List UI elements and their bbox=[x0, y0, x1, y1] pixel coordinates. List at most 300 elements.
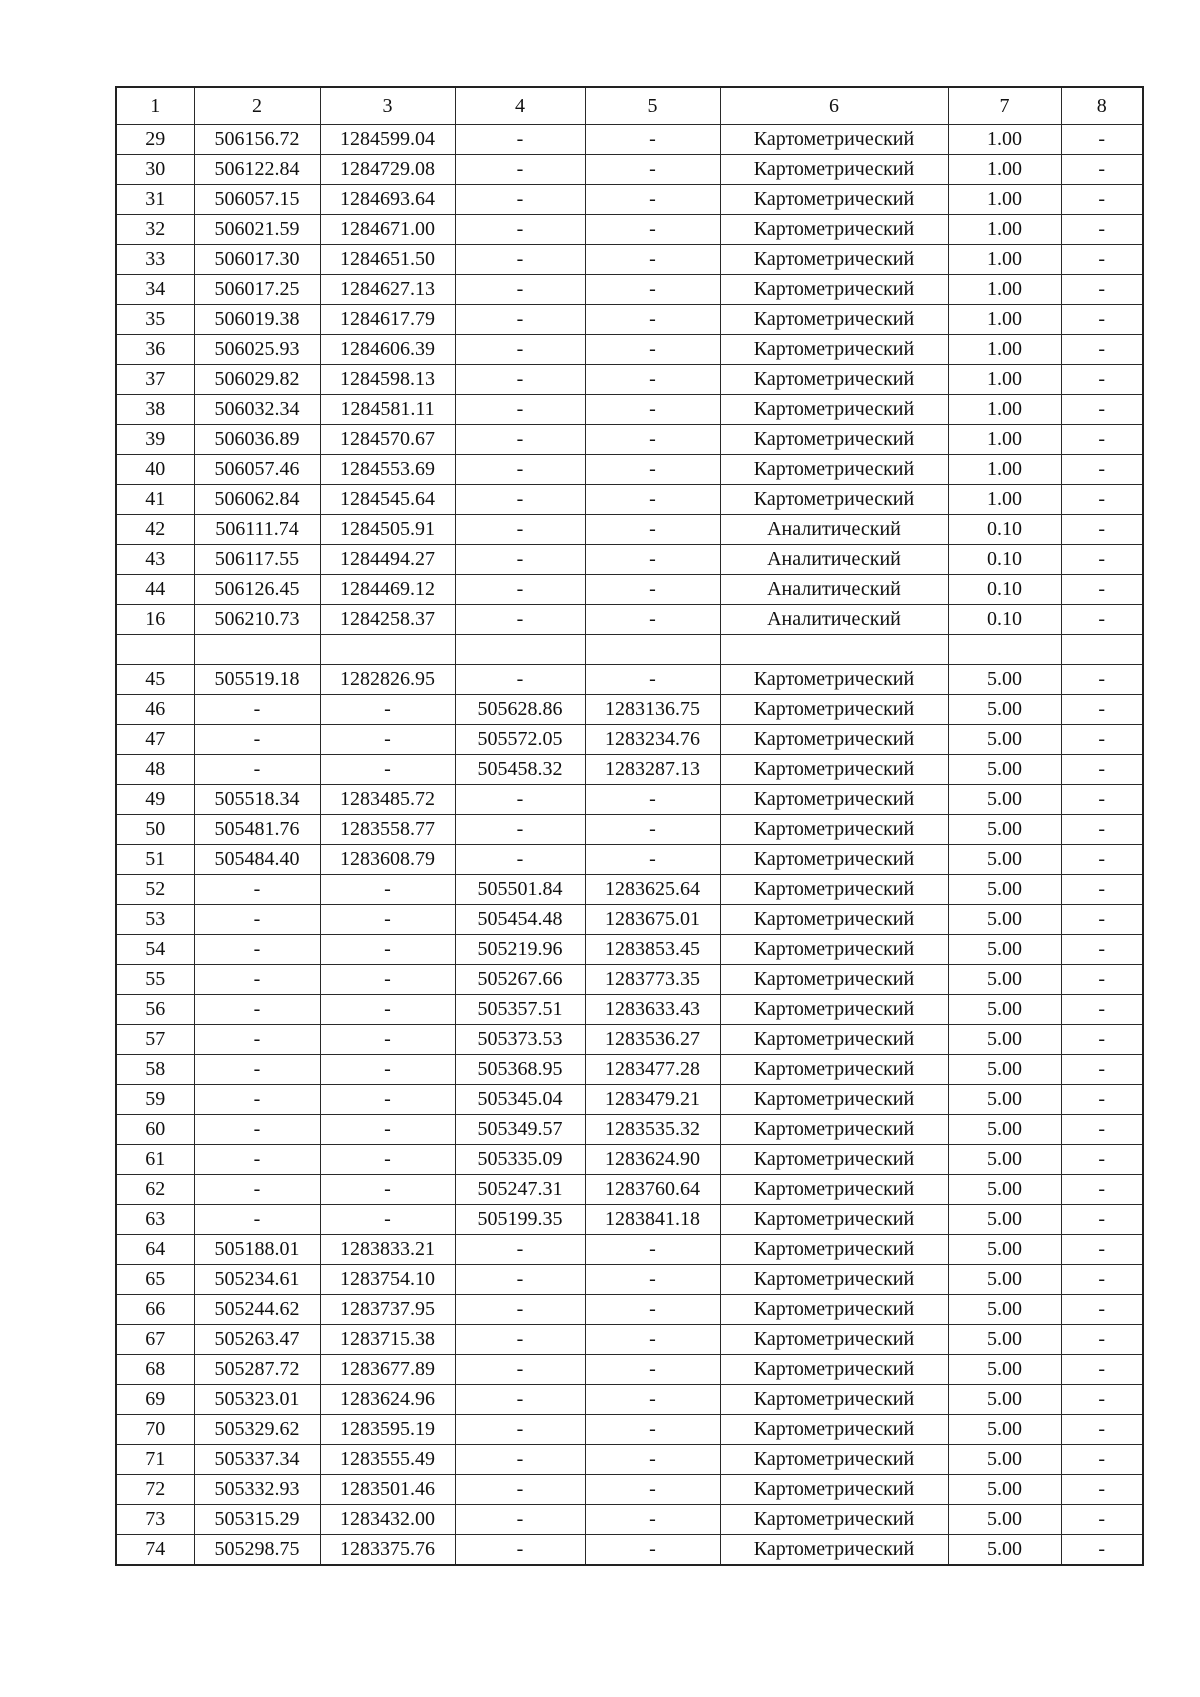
table-cell: - bbox=[320, 1205, 455, 1235]
table-cell: - bbox=[1061, 1445, 1143, 1475]
table-cell: 1283760.64 bbox=[585, 1175, 720, 1205]
table-cell: 1283624.90 bbox=[585, 1145, 720, 1175]
table-cell: - bbox=[194, 875, 320, 905]
table-cell: 29 bbox=[116, 125, 194, 155]
table-row bbox=[116, 845, 1143, 875]
table-cell: Картометрический bbox=[720, 815, 948, 845]
table-cell: 505199.35 bbox=[455, 1205, 585, 1235]
table-row bbox=[116, 1505, 1143, 1535]
table-cell: 505349.57 bbox=[455, 1115, 585, 1145]
table-cell: 1283477.28 bbox=[585, 1055, 720, 1085]
table-cell: 37 bbox=[116, 365, 194, 395]
table-cell: 1283715.38 bbox=[320, 1325, 455, 1355]
table-cell: 1284617.79 bbox=[320, 305, 455, 335]
table-row bbox=[116, 605, 1143, 635]
table-cell: 1284729.08 bbox=[320, 155, 455, 185]
table-cell: - bbox=[455, 365, 585, 395]
table-cell: - bbox=[1061, 125, 1143, 155]
table-cell: 505368.95 bbox=[455, 1055, 585, 1085]
table-cell: 505287.72 bbox=[194, 1355, 320, 1385]
table-cell: Картометрический bbox=[720, 1205, 948, 1235]
table-cell: - bbox=[320, 725, 455, 755]
table-cell: 505572.05 bbox=[455, 725, 585, 755]
table-cell: - bbox=[585, 275, 720, 305]
table-row bbox=[116, 965, 1143, 995]
table-cell: - bbox=[585, 125, 720, 155]
table-cell: 34 bbox=[116, 275, 194, 305]
table-cell: - bbox=[585, 185, 720, 215]
table-cell: 1.00 bbox=[948, 215, 1061, 245]
table-cell: - bbox=[455, 1235, 585, 1265]
table-row bbox=[116, 1055, 1143, 1085]
table-cell: 5.00 bbox=[948, 785, 1061, 815]
table-cell: 1283853.45 bbox=[585, 935, 720, 965]
table-cell: - bbox=[455, 1295, 585, 1325]
table-cell: 39 bbox=[116, 425, 194, 455]
header-cell: 7 bbox=[948, 87, 1061, 125]
table-cell: - bbox=[455, 155, 585, 185]
table-cell: Картометрический bbox=[720, 1445, 948, 1475]
table-cell: 1283625.64 bbox=[585, 875, 720, 905]
table-cell: - bbox=[1061, 1145, 1143, 1175]
table-cell: Картометрический bbox=[720, 425, 948, 455]
table-cell bbox=[116, 635, 194, 665]
table-cell: - bbox=[455, 785, 585, 815]
table-cell: 505234.61 bbox=[194, 1265, 320, 1295]
table-cell: Картометрический bbox=[720, 995, 948, 1025]
table-cell: 51 bbox=[116, 845, 194, 875]
table-cell: 1284627.13 bbox=[320, 275, 455, 305]
table-cell: Картометрический bbox=[720, 155, 948, 185]
table-cell: - bbox=[320, 1025, 455, 1055]
table-cell: - bbox=[585, 605, 720, 635]
table-cell: 40 bbox=[116, 455, 194, 485]
table-cell: 30 bbox=[116, 155, 194, 185]
table-cell bbox=[455, 635, 585, 665]
table-cell: 506117.55 bbox=[194, 545, 320, 575]
table-cell: 5.00 bbox=[948, 1535, 1061, 1566]
table-cell: 5.00 bbox=[948, 725, 1061, 755]
table-cell: 5.00 bbox=[948, 755, 1061, 785]
table-cell: - bbox=[320, 965, 455, 995]
table-row bbox=[116, 1115, 1143, 1145]
table-row bbox=[116, 725, 1143, 755]
table-cell: - bbox=[585, 785, 720, 815]
table-cell: 505315.29 bbox=[194, 1505, 320, 1535]
table-cell: 506036.89 bbox=[194, 425, 320, 455]
table-cell: 5.00 bbox=[948, 845, 1061, 875]
table-cell: 506156.72 bbox=[194, 125, 320, 155]
table-cell: 5.00 bbox=[948, 1115, 1061, 1145]
table-cell: 506017.25 bbox=[194, 275, 320, 305]
table-cell: 35 bbox=[116, 305, 194, 335]
table-cell: Картометрический bbox=[720, 305, 948, 335]
table-cell: 506057.15 bbox=[194, 185, 320, 215]
table-cell: - bbox=[194, 1115, 320, 1145]
table-cell: - bbox=[1061, 545, 1143, 575]
table-cell: - bbox=[1061, 245, 1143, 275]
table-row bbox=[116, 395, 1143, 425]
table-cell: 506057.46 bbox=[194, 455, 320, 485]
table-cell: - bbox=[585, 1505, 720, 1535]
table-row bbox=[116, 455, 1143, 485]
table-row bbox=[116, 485, 1143, 515]
table-cell: 1.00 bbox=[948, 125, 1061, 155]
table-cell: 5.00 bbox=[948, 815, 1061, 845]
table-cell: - bbox=[1061, 935, 1143, 965]
table-cell: 72 bbox=[116, 1475, 194, 1505]
table-cell: - bbox=[1061, 335, 1143, 365]
table-cell: 506017.30 bbox=[194, 245, 320, 275]
table-cell: 54 bbox=[116, 935, 194, 965]
table-cell: 5.00 bbox=[948, 1475, 1061, 1505]
table-cell: - bbox=[1061, 1535, 1143, 1566]
table-cell: 1.00 bbox=[948, 365, 1061, 395]
table-cell: 5.00 bbox=[948, 1355, 1061, 1385]
table-cell: - bbox=[585, 1265, 720, 1295]
table-cell bbox=[948, 635, 1061, 665]
table-cell: - bbox=[194, 965, 320, 995]
table-cell: Аналитический bbox=[720, 515, 948, 545]
table-cell: - bbox=[1061, 305, 1143, 335]
table-cell: - bbox=[455, 1385, 585, 1415]
table-cell: - bbox=[1061, 1325, 1143, 1355]
table-cell: 506210.73 bbox=[194, 605, 320, 635]
header-cell: 4 bbox=[455, 87, 585, 125]
table-cell: Картометрический bbox=[720, 335, 948, 365]
table-cell: - bbox=[585, 305, 720, 335]
table-cell: - bbox=[585, 1235, 720, 1265]
table-cell: 48 bbox=[116, 755, 194, 785]
table-cell: 1284570.67 bbox=[320, 425, 455, 455]
table-cell: 36 bbox=[116, 335, 194, 365]
table-cell: 1283375.76 bbox=[320, 1535, 455, 1566]
table-cell: 1.00 bbox=[948, 395, 1061, 425]
table-cell: - bbox=[1061, 755, 1143, 785]
table-cell: - bbox=[585, 1385, 720, 1415]
table-cell: Картометрический bbox=[720, 755, 948, 785]
table-cell: - bbox=[455, 485, 585, 515]
table-cell bbox=[320, 635, 455, 665]
table-row bbox=[116, 635, 1143, 665]
table-cell: 56 bbox=[116, 995, 194, 1025]
table-cell: 506025.93 bbox=[194, 335, 320, 365]
table-cell: - bbox=[455, 1265, 585, 1295]
table-cell: Аналитический bbox=[720, 605, 948, 635]
table-cell: 38 bbox=[116, 395, 194, 425]
table-cell: 45 bbox=[116, 665, 194, 695]
table-cell bbox=[1061, 635, 1143, 665]
table-cell: - bbox=[1061, 665, 1143, 695]
table-cell: 506111.74 bbox=[194, 515, 320, 545]
table-cell: - bbox=[194, 725, 320, 755]
table-cell: - bbox=[320, 935, 455, 965]
table-cell: 1283234.76 bbox=[585, 725, 720, 755]
table-row bbox=[116, 545, 1143, 575]
table-cell: - bbox=[1061, 485, 1143, 515]
table-cell: 506126.45 bbox=[194, 575, 320, 605]
table-row bbox=[116, 875, 1143, 905]
table-cell: - bbox=[194, 1175, 320, 1205]
table-cell: 67 bbox=[116, 1325, 194, 1355]
table-cell: - bbox=[1061, 515, 1143, 545]
table-cell: 5.00 bbox=[948, 935, 1061, 965]
table-cell: Картометрический bbox=[720, 1505, 948, 1535]
table-cell: 505323.01 bbox=[194, 1385, 320, 1415]
table-cell: - bbox=[1061, 845, 1143, 875]
table-cell: - bbox=[1061, 1415, 1143, 1445]
table-cell: Картометрический bbox=[720, 1385, 948, 1415]
table-cell: Картометрический bbox=[720, 725, 948, 755]
table-cell: 1.00 bbox=[948, 335, 1061, 365]
header-cell: 5 bbox=[585, 87, 720, 125]
table-cell: - bbox=[585, 155, 720, 185]
table-cell: - bbox=[455, 1505, 585, 1535]
table-cell: 71 bbox=[116, 1445, 194, 1475]
table-cell: 5.00 bbox=[948, 1445, 1061, 1475]
table-cell: - bbox=[320, 905, 455, 935]
table-cell: 59 bbox=[116, 1085, 194, 1115]
table-cell: - bbox=[585, 575, 720, 605]
table-row bbox=[116, 425, 1143, 455]
table-cell: 5.00 bbox=[948, 695, 1061, 725]
table-cell: - bbox=[1061, 455, 1143, 485]
header-cell: 2 bbox=[194, 87, 320, 125]
table-cell: 1283675.01 bbox=[585, 905, 720, 935]
table-cell: 505357.51 bbox=[455, 995, 585, 1025]
table-row bbox=[116, 1355, 1143, 1385]
table-cell: 505481.76 bbox=[194, 815, 320, 845]
table-cell: 1284671.00 bbox=[320, 215, 455, 245]
table-cell: 505332.93 bbox=[194, 1475, 320, 1505]
table-cell: - bbox=[194, 995, 320, 1025]
table-cell: 1282826.95 bbox=[320, 665, 455, 695]
table-row bbox=[116, 1145, 1143, 1175]
table-row bbox=[116, 1445, 1143, 1475]
table-cell: - bbox=[455, 665, 585, 695]
table-cell: - bbox=[194, 695, 320, 725]
table-cell: Картометрический bbox=[720, 1355, 948, 1385]
table-cell: 1284581.11 bbox=[320, 395, 455, 425]
table-cell: Картометрический bbox=[720, 905, 948, 935]
table-cell: 5.00 bbox=[948, 1085, 1061, 1115]
table-cell: - bbox=[1061, 785, 1143, 815]
table-cell: - bbox=[320, 1175, 455, 1205]
table-cell: - bbox=[1061, 185, 1143, 215]
table-cell: 1283841.18 bbox=[585, 1205, 720, 1235]
table-cell: - bbox=[1061, 425, 1143, 455]
table-cell: - bbox=[585, 335, 720, 365]
table-cell: 70 bbox=[116, 1415, 194, 1445]
table-cell: - bbox=[1061, 365, 1143, 395]
table-cell: 1284545.64 bbox=[320, 485, 455, 515]
table-cell: 5.00 bbox=[948, 1175, 1061, 1205]
table-cell: 1284505.91 bbox=[320, 515, 455, 545]
table-cell: 63 bbox=[116, 1205, 194, 1235]
table-cell: 43 bbox=[116, 545, 194, 575]
table-row bbox=[116, 365, 1143, 395]
table-cell: Картометрический bbox=[720, 1475, 948, 1505]
coordinates-table bbox=[115, 86, 1144, 1566]
table-cell: 1283595.19 bbox=[320, 1415, 455, 1445]
header-cell: 1 bbox=[116, 87, 194, 125]
table-cell: - bbox=[455, 215, 585, 245]
table-cell: - bbox=[585, 1295, 720, 1325]
table-cell: 5.00 bbox=[948, 1025, 1061, 1055]
table-cell: Картометрический bbox=[720, 245, 948, 275]
table-cell: - bbox=[455, 515, 585, 545]
table-cell: 1284469.12 bbox=[320, 575, 455, 605]
table-cell: - bbox=[455, 395, 585, 425]
table-cell: 505337.34 bbox=[194, 1445, 320, 1475]
table-cell: 1283558.77 bbox=[320, 815, 455, 845]
table-cell: - bbox=[320, 1055, 455, 1085]
table-cell: 5.00 bbox=[948, 1055, 1061, 1085]
table-cell: - bbox=[585, 365, 720, 395]
header-row bbox=[116, 87, 1143, 125]
table-cell: - bbox=[194, 1055, 320, 1085]
table-cell: - bbox=[320, 1115, 455, 1145]
table-cell: - bbox=[455, 275, 585, 305]
table-cell: - bbox=[585, 425, 720, 455]
table-cell: 1284494.27 bbox=[320, 545, 455, 575]
table-cell: - bbox=[1061, 1505, 1143, 1535]
table-row bbox=[116, 785, 1143, 815]
table-cell: 1.00 bbox=[948, 185, 1061, 215]
table-cell: 5.00 bbox=[948, 1295, 1061, 1325]
table-cell: 5.00 bbox=[948, 1325, 1061, 1355]
table-cell: Картометрический bbox=[720, 395, 948, 425]
table-cell: 505267.66 bbox=[455, 965, 585, 995]
table-cell: Картометрический bbox=[720, 785, 948, 815]
table-cell: - bbox=[585, 515, 720, 545]
table-row bbox=[116, 1295, 1143, 1325]
table-cell: - bbox=[1061, 395, 1143, 425]
table-cell: 41 bbox=[116, 485, 194, 515]
table-cell: 32 bbox=[116, 215, 194, 245]
table-cell: 73 bbox=[116, 1505, 194, 1535]
table-cell: 505518.34 bbox=[194, 785, 320, 815]
table-cell: Картометрический bbox=[720, 1115, 948, 1145]
table-cell: Картометрический bbox=[720, 1085, 948, 1115]
table-row bbox=[116, 905, 1143, 935]
table-cell: 1284693.64 bbox=[320, 185, 455, 215]
table-cell: - bbox=[1061, 815, 1143, 845]
table-cell: - bbox=[585, 665, 720, 695]
table-cell: Картометрический bbox=[720, 1325, 948, 1355]
table-cell: 1284651.50 bbox=[320, 245, 455, 275]
table-cell: Картометрический bbox=[720, 875, 948, 905]
table-cell: - bbox=[1061, 725, 1143, 755]
table-cell: - bbox=[455, 455, 585, 485]
table-cell: 505345.04 bbox=[455, 1085, 585, 1115]
table-row bbox=[116, 1415, 1143, 1445]
table-cell: 74 bbox=[116, 1535, 194, 1566]
table-cell: 505628.86 bbox=[455, 695, 585, 725]
table-cell: - bbox=[455, 425, 585, 455]
table-cell: - bbox=[455, 185, 585, 215]
table-cell: 505244.62 bbox=[194, 1295, 320, 1325]
table-cell: - bbox=[455, 845, 585, 875]
table-cell: 506021.59 bbox=[194, 215, 320, 245]
table-cell: 0.10 bbox=[948, 605, 1061, 635]
table-cell: - bbox=[585, 845, 720, 875]
table-cell: 42 bbox=[116, 515, 194, 545]
table-cell: - bbox=[585, 215, 720, 245]
table-cell: - bbox=[585, 1325, 720, 1355]
header-cell: 3 bbox=[320, 87, 455, 125]
table-cell: 506062.84 bbox=[194, 485, 320, 515]
table-cell: 1.00 bbox=[948, 275, 1061, 305]
table-cell: 49 bbox=[116, 785, 194, 815]
table-cell: - bbox=[585, 545, 720, 575]
table-body bbox=[116, 87, 1143, 1565]
table-cell: 505373.53 bbox=[455, 1025, 585, 1055]
table-cell: Картометрический bbox=[720, 665, 948, 695]
table-row bbox=[116, 1175, 1143, 1205]
table-cell: 1283501.46 bbox=[320, 1475, 455, 1505]
table-cell: - bbox=[455, 335, 585, 365]
table-cell: 1283633.43 bbox=[585, 995, 720, 1025]
table-cell: 505458.32 bbox=[455, 755, 585, 785]
table-cell: 5.00 bbox=[948, 1505, 1061, 1535]
table-cell: 0.10 bbox=[948, 545, 1061, 575]
table-cell: 1283136.75 bbox=[585, 695, 720, 725]
table-cell: 5.00 bbox=[948, 1265, 1061, 1295]
table-cell: - bbox=[1061, 1175, 1143, 1205]
table-cell: - bbox=[1061, 605, 1143, 635]
table-cell: 1283536.27 bbox=[585, 1025, 720, 1055]
table-row bbox=[116, 665, 1143, 695]
table-cell: - bbox=[320, 1085, 455, 1115]
table-row bbox=[116, 815, 1143, 845]
table-cell: - bbox=[1061, 275, 1143, 305]
table-cell: 64 bbox=[116, 1235, 194, 1265]
table-cell: 65 bbox=[116, 1265, 194, 1295]
table-cell: Картометрический bbox=[720, 935, 948, 965]
table-cell: 1.00 bbox=[948, 455, 1061, 485]
table-cell: 5.00 bbox=[948, 1235, 1061, 1265]
table-cell: 5.00 bbox=[948, 1385, 1061, 1415]
table-cell: - bbox=[585, 1535, 720, 1566]
table-row bbox=[116, 1535, 1143, 1566]
table-cell: 506029.82 bbox=[194, 365, 320, 395]
table-cell: - bbox=[455, 575, 585, 605]
table-cell: - bbox=[585, 245, 720, 275]
table-cell: Картометрический bbox=[720, 215, 948, 245]
table-cell: 5.00 bbox=[948, 1205, 1061, 1235]
table-cell: Картометрический bbox=[720, 1025, 948, 1055]
header-cell: 8 bbox=[1061, 87, 1143, 125]
table-cell: 1.00 bbox=[948, 485, 1061, 515]
table-cell: 44 bbox=[116, 575, 194, 605]
table-cell: Картометрический bbox=[720, 485, 948, 515]
table-row bbox=[116, 305, 1143, 335]
table-cell: 505501.84 bbox=[455, 875, 585, 905]
table-row bbox=[116, 1265, 1143, 1295]
table-cell: - bbox=[320, 695, 455, 725]
table-cell: - bbox=[455, 815, 585, 845]
table-row bbox=[116, 995, 1143, 1025]
table-cell: 1283432.00 bbox=[320, 1505, 455, 1535]
table-cell bbox=[585, 635, 720, 665]
table-cell: - bbox=[1061, 965, 1143, 995]
table-cell: - bbox=[1061, 215, 1143, 245]
table-row bbox=[116, 755, 1143, 785]
table-row bbox=[116, 575, 1143, 605]
header-cell: 6 bbox=[720, 87, 948, 125]
table-cell: - bbox=[1061, 1235, 1143, 1265]
